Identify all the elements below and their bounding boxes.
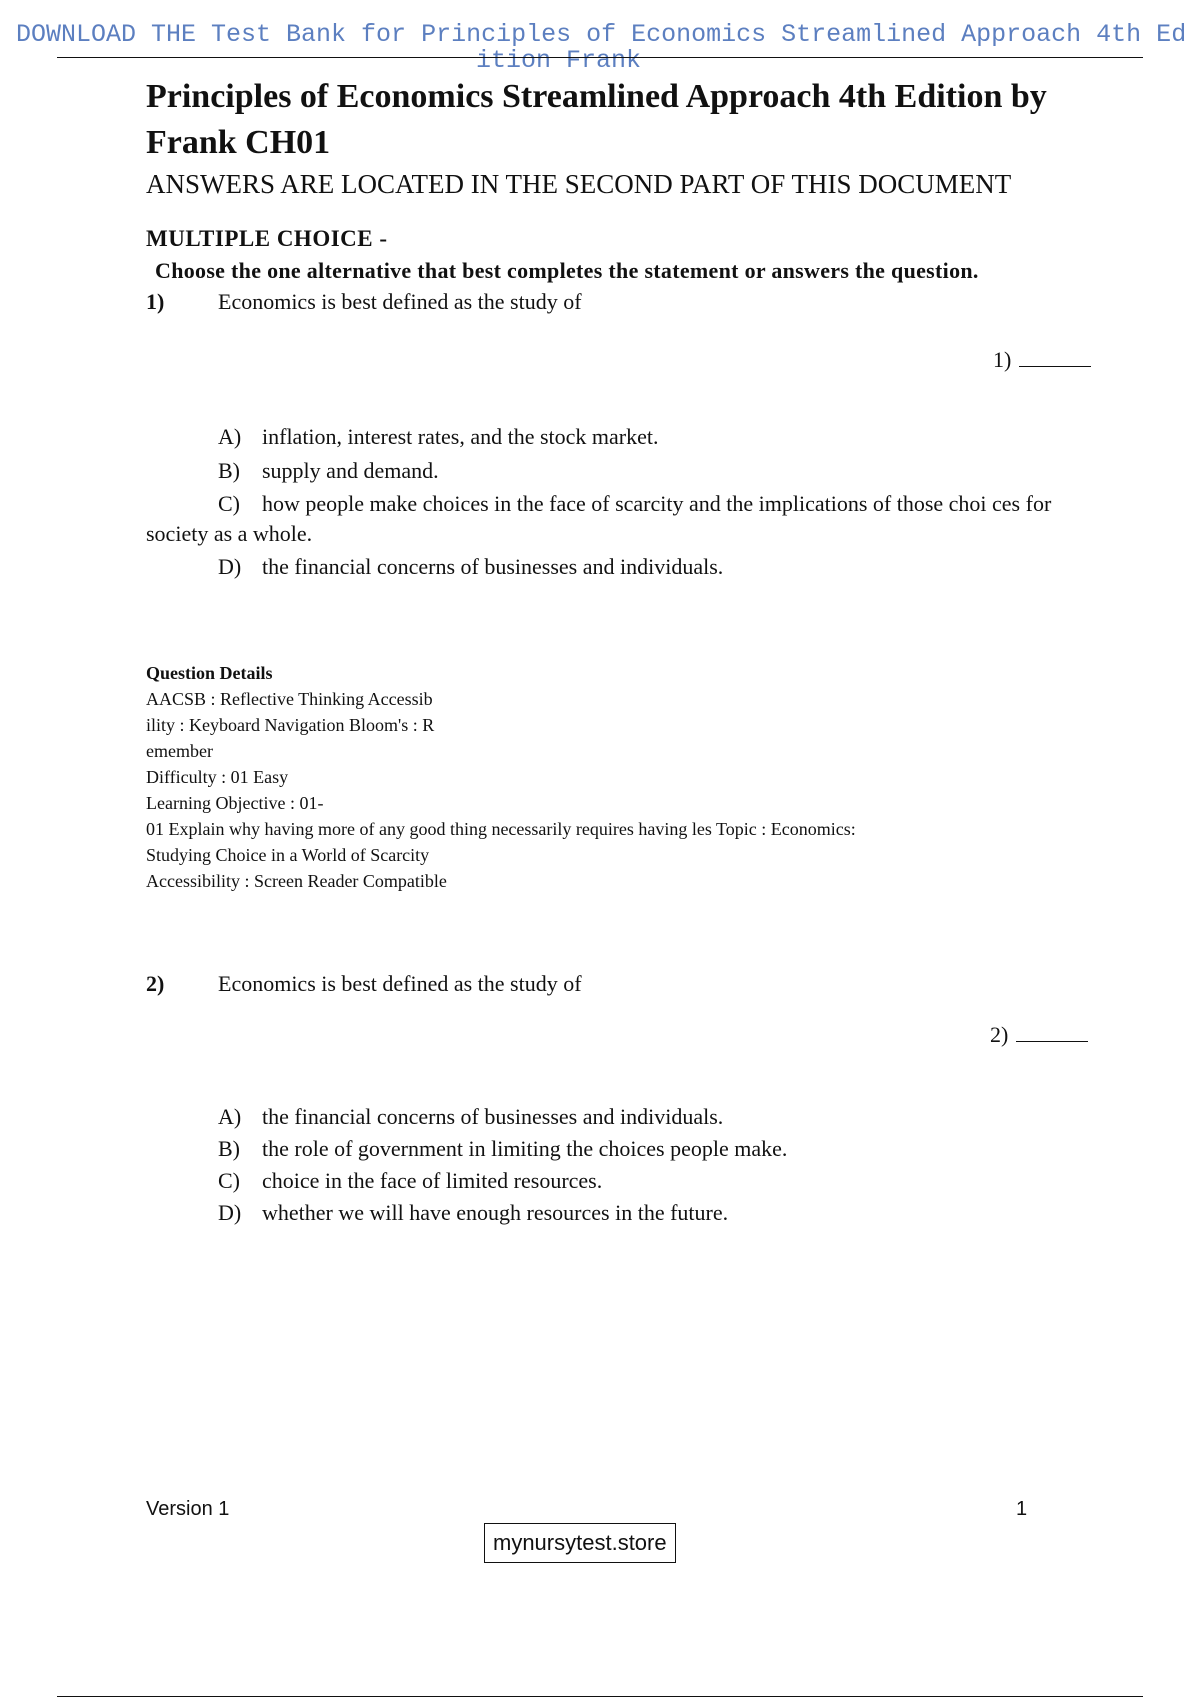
document-subtitle: ANSWERS ARE LOCATED IN THE SECOND PART OF THIS DOCUMENT (146, 169, 1012, 199)
answer-line (1019, 346, 1091, 367)
details-line: Difficulty : 01 Easy (146, 767, 289, 787)
section-heading: MULTIPLE CHOICE - (146, 226, 388, 251)
question-1-number: 1) (146, 289, 165, 314)
option-text: how people make choices in the face of scarcity and the implications of those choi ces for society as a whole. (146, 491, 1052, 546)
question-1-answer-blank (993, 346, 1091, 373)
option-text: inflation, interest rates, and the stock market. (262, 424, 659, 449)
banner-line-2[interactable]: ition Frank (476, 46, 642, 72)
option-letter: B) (218, 458, 240, 483)
answer-line (1016, 1021, 1088, 1042)
question-2-number: 2) (146, 971, 165, 996)
question-2-answer-blank (990, 1021, 1088, 1048)
option-letter: A) (218, 1104, 242, 1129)
site-stamp[interactable]: mynursytest.store (484, 1523, 676, 1563)
option-letter: D) (218, 554, 242, 579)
question-1-blank-label: 1) (993, 347, 1012, 372)
question-1-option-a (218, 422, 658, 452)
question-2-option-d (218, 1198, 728, 1228)
option-text: whether we will have enough resources in the future. (262, 1200, 729, 1225)
question-2-option-c (218, 1166, 602, 1196)
instructions: Choose the one alternative that best completes the statement or answers the question. (155, 258, 979, 283)
option-text: the role of government in limiting the choices people make. (262, 1136, 788, 1161)
details-line: Accessibility : Screen Reader Compatible (146, 871, 447, 891)
details-line: emember (146, 741, 213, 761)
question-2-option-a (218, 1102, 723, 1132)
details-line: Studying Choice in a World of Scarcity (146, 845, 430, 865)
option-letter: D) (218, 1200, 242, 1225)
question-1-option-c (146, 489, 1086, 549)
question-1-option-d (218, 552, 723, 582)
option-letter: C) (218, 491, 240, 516)
option-text: the financial concerns of businesses and individuals. (262, 554, 724, 579)
question-1-option-b (218, 456, 439, 486)
option-text: the financial concerns of businesses and individuals. (262, 1104, 724, 1129)
document-title: Principles of Economics Streamlined Approach 4th Edition by Frank CH01 (146, 78, 1047, 161)
details-line: Learning Objective : 01- (146, 793, 324, 813)
details-line: 01 Explain why having more of any good thing necessarily requires having les Topic : Economics: (146, 819, 856, 839)
details-line: AACSB : Reflective Thinking Accessib (146, 689, 433, 709)
option-text: choice in the face of limited resources. (262, 1168, 603, 1193)
version-label: Version 1 (146, 1498, 230, 1520)
bottom-divider (57, 1696, 1143, 1697)
question-details (146, 660, 1006, 894)
option-text: supply and demand. (262, 458, 439, 483)
details-line: ility : Keyboard Navigation Bloom's : R (146, 715, 435, 735)
download-banner[interactable] (0, 22, 1200, 72)
question-1-text: Economics is best defined as the study of (218, 289, 582, 314)
details-heading: Question Details (146, 663, 273, 683)
top-divider (57, 57, 1143, 58)
option-letter: A) (218, 424, 242, 449)
option-letter: C) (218, 1168, 240, 1193)
question-2-option-b (218, 1134, 787, 1164)
question-2-blank-label: 2) (990, 1022, 1009, 1047)
option-letter: B) (218, 1136, 240, 1161)
page-number: 1 (1016, 1498, 1028, 1520)
question-2-text: Economics is best defined as the study of (218, 971, 582, 996)
banner-line-1[interactable]: DOWNLOAD THE Test Bank for Principles of Economics Streamlined Approach 4th Ed (16, 22, 1187, 49)
